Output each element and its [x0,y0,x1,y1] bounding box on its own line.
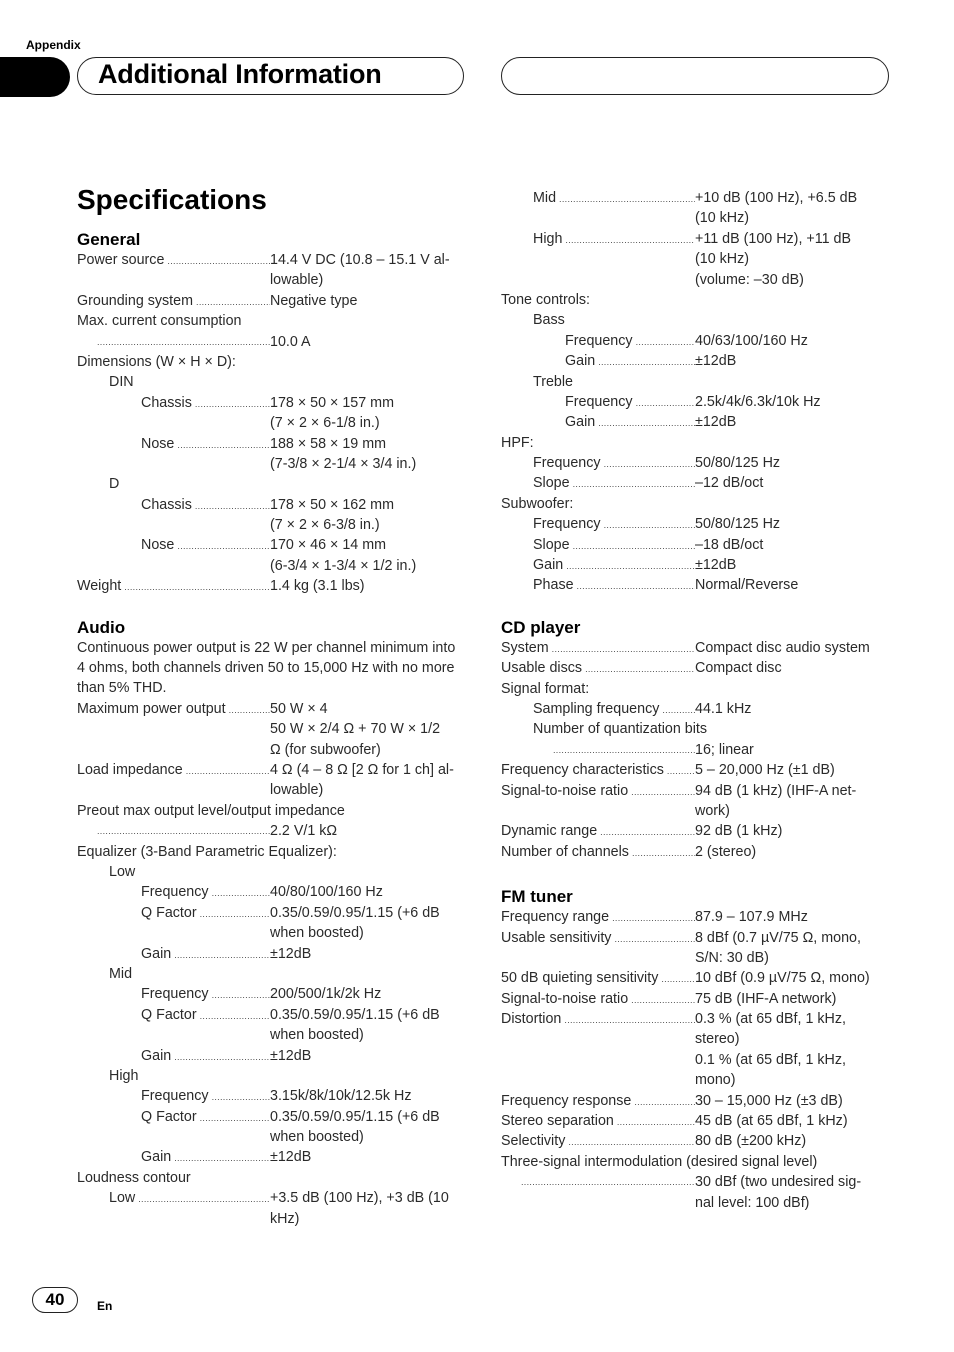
spec-value: lowable) [270,782,324,799]
spec-value: 4 Ω (4 – 8 Ω [2 Ω for 1 ch] al- [270,762,454,779]
leader-dots [177,536,270,556]
spec-row [501,372,896,392]
spec-row [77,923,467,943]
spec-row [501,1172,896,1192]
spec-row [501,948,896,968]
leader-dots [604,515,695,535]
spec-label: Signal-to-noise ratio [501,782,629,799]
spec-row [77,434,467,454]
spec-row [501,433,896,453]
spec-value: ±12dB [695,353,737,370]
spec-row [77,842,467,862]
leader-dots [631,990,695,1010]
spec-label: Loudness contour [77,1169,191,1186]
spec-label: Nose [141,435,175,452]
spec-row [501,514,896,534]
leader-dots [585,659,695,679]
spec-row [77,984,467,1004]
page-title: Specifications [77,184,267,215]
spec-value: 50/80/125 Hz [695,516,781,533]
spec-row [77,821,467,841]
spec-row [77,270,467,290]
leader-dots [632,843,695,863]
spec-value: –18 dB/oct [695,536,764,553]
spec-value: (7-3/8 × 2-1/4 × 3/4 in.) [270,455,417,472]
leader-dots [212,883,270,903]
leader-dots [598,352,695,372]
spec-value: 5 – 20,000 Hz (±1 dB) [695,762,835,779]
spec-label: D [109,476,120,493]
spec-row [501,801,896,821]
leader-dots [553,740,695,760]
leader-dots [212,1087,270,1107]
spec-row [501,290,896,310]
spec-label: Q Factor [141,1108,197,1125]
spec-row [77,1066,467,1086]
spec-row [77,1086,467,1106]
leader-dots [195,496,270,516]
spec-label: Power source [77,252,165,268]
spec-value: 44.1 kHz [695,700,752,717]
spec-label: Load impedance [77,762,183,779]
spec-row [77,1005,467,1025]
spec-value: 75 dB (IHF-A network) [695,990,837,1007]
spec-row [77,454,467,474]
spec-row [77,535,467,555]
page-number: 40 [32,1287,78,1313]
appendix-label: Appendix [26,38,81,52]
leader-dots [138,1189,270,1209]
spec-row [77,1188,467,1208]
spec-label: Chassis [141,496,192,513]
spec-row [501,719,896,739]
leader-dots [196,292,270,312]
spec-row [501,555,896,575]
spec-value: 10.0 A [270,333,311,350]
spec-label: Low [109,1190,136,1207]
leader-dots [568,1132,695,1152]
spec-label: Slope [533,475,570,492]
spec-label: Frequency [565,393,633,410]
spec-row [77,556,467,576]
spec-value: when boosted) [270,925,364,942]
spec-row [77,1127,467,1147]
spec-value: 50 W × 2/4 Ω + 70 W × 1/2 [270,721,441,738]
spec-value: ±12dB [270,1149,312,1166]
spec-row [501,1070,896,1090]
leader-dots [667,761,695,781]
spec-value: 0.35/0.59/0.95/1.15 (+6 dB [270,904,440,921]
spec-row [77,964,467,984]
spec-value: 178 × 50 × 162 mm [270,496,394,513]
spec-row [77,474,467,494]
spec-value: 0.35/0.59/0.95/1.15 (+6 dB [270,1108,440,1125]
spec-value: 1.4 kg (3.1 lbs) [270,578,365,595]
spec-label: Three-signal intermodulation (desired signal level) [501,1153,818,1170]
spec-label: Weight [77,578,122,595]
spec-row [77,576,467,596]
spec-value: 40/80/100/160 Hz [270,884,383,901]
spec-row [501,473,896,493]
spec-row [501,453,896,473]
leader-dots [604,454,695,474]
spec-value: kHz) [270,1210,300,1227]
spec-value: S/N: 30 dB) [695,949,769,966]
spec-row [501,821,896,841]
leader-dots [566,556,695,576]
spec-value: 87.9 – 107.9 MHz [695,909,808,926]
spec-row [501,351,896,371]
spec-label: Equalizer (3-Band Parametric Equalizer): [77,843,337,860]
leader-dots [177,435,270,455]
audio-heading: Audio [77,617,126,637]
spec-label: Frequency [533,516,601,533]
spec-value: 80 dB (±200 kHz) [695,1133,807,1150]
spec-value: Normal/Reverse [695,577,799,594]
right-column [501,188,896,1213]
spec-label: HPF: [501,434,534,451]
spec-row [501,989,896,1009]
spec-label: System [501,639,549,656]
spec-row [77,495,467,515]
spec-row [501,188,896,208]
fm-tuner-heading: FM tuner [501,887,573,907]
spec-label: Q Factor [141,904,197,921]
spec-row [77,780,467,800]
spec-row [501,1111,896,1131]
spec-label: Number of channels [501,843,629,860]
continuous-power-text: Continuous power output is 22 W per channel minimum into 4 ohms, both channels driven 50 to 15,000 Hz with no more than 5% THD. [77,639,456,697]
spec-row [77,862,467,882]
language-code: En [97,1299,113,1313]
spec-label: Nose [141,537,175,554]
spec-row [501,575,896,595]
spec-label: Sampling frequency [533,700,660,717]
spec-value: mono) [695,1072,736,1089]
spec-value: 50 W × 4 [270,700,328,717]
spec-label: Signal format: [501,680,590,697]
spec-value: 14.4 V DC (10.8 – 15.1 V al- [270,252,450,268]
spec-label: Frequency range [501,909,610,926]
spec-label: Mid [109,965,133,982]
leader-dots [97,332,270,352]
spec-row [501,658,896,678]
spec-row [501,1009,896,1029]
spec-row [77,903,467,923]
spec-row [501,928,896,948]
spec-value: Negative type [270,292,358,309]
spec-value: when boosted) [270,1027,364,1044]
spec-label: High [109,1067,139,1084]
spec-label: Maximum power output [77,700,226,717]
spec-value: Compact disc audio system [695,639,870,656]
spec-row [77,393,467,413]
spec-row [501,1152,896,1172]
spec-label: Phase [533,577,574,594]
spec-label: Slope [533,536,570,553]
spec-row [77,332,467,352]
leader-dots [97,821,270,841]
spec-value: 0.35/0.59/0.95/1.15 (+6 dB [270,1006,440,1023]
spec-label: Frequency response [501,1092,632,1109]
spec-row [77,413,467,433]
spec-row [501,392,896,412]
leader-dots [631,782,695,802]
spec-row [77,1168,467,1188]
spec-row [501,229,896,249]
spec-label: Gain [533,557,564,574]
spec-label: Gain [141,1149,172,1166]
cd-player-heading: CD player [501,617,581,637]
spec-value: 178 × 50 × 157 mm [270,394,394,411]
spec-value: 200/500/1k/2k Hz [270,986,382,1003]
spec-value: 188 × 58 × 19 mm [270,435,387,452]
spec-label: Bass [533,312,565,329]
spec-label: Gain [141,1047,172,1064]
spec-value: 2.2 V/1 kΩ [270,823,338,840]
spec-row [501,331,896,351]
spec-value: +3.5 dB (100 Hz), +3 dB (10 [270,1190,449,1207]
spec-label: Dynamic range [501,823,598,840]
spec-row [501,412,896,432]
leader-dots [167,251,270,271]
spec-value: (6-3/4 × 1-3/4 × 1/2 in.) [270,557,417,574]
spec-value: 10 dBf (0.9 µV/75 Ω, mono) [695,970,870,987]
leader-dots [212,985,270,1005]
leader-dots [661,969,695,989]
spec-value: 8 dBf (0.7 µV/75 Ω, mono, [695,929,861,946]
leader-dots [573,474,695,494]
spec-label: Gain [565,353,596,370]
spec-label: Frequency characteristics [501,762,664,779]
spec-value: stereo) [695,1031,740,1048]
spec-label: Usable discs [501,660,583,677]
spec-row [501,1193,896,1213]
spec-row [77,372,467,392]
leader-dots [552,639,695,659]
leader-dots [229,700,270,720]
spec-value: (volume: –30 dB) [695,271,804,288]
spec-row [77,1147,467,1167]
spec-label: Mid [533,190,557,206]
spec-label: Treble [533,373,573,390]
spec-label: Number of quantization bits [533,721,708,738]
spec-row [77,352,467,372]
spec-row [501,270,896,290]
spec-value: 16; linear [695,741,754,758]
spec-label: Frequency [565,332,633,349]
spec-row [501,208,896,228]
spec-value: 50/80/125 Hz [695,455,781,472]
leader-dots [174,945,270,965]
spec-row [501,1029,896,1049]
spec-label: High [533,230,563,247]
spec-label: DIN [109,374,134,391]
spec-label: Distortion [501,1011,562,1028]
leader-dots [614,929,695,949]
leader-dots [200,1108,270,1128]
spec-row [501,638,896,658]
spec-label: Subwoofer: [501,495,574,512]
spec-row [77,944,467,964]
leader-dots [634,1092,695,1112]
leader-dots [577,576,695,596]
spec-value: lowable) [270,272,324,289]
spec-row [501,1091,896,1111]
general-heading: General [77,230,141,249]
leader-dots [186,761,270,781]
spec-row [77,1209,467,1229]
leader-dots [612,908,695,928]
spec-value: Compact disc [695,660,782,677]
spec-label: Q Factor [141,1006,197,1023]
spec-label: Tone controls: [501,291,591,308]
spec-label: Chassis [141,394,192,411]
spec-row [77,515,467,535]
spec-value: 2.5k/4k/6.3k/10k Hz [695,393,821,410]
spec-row [501,842,896,862]
spec-value: 45 dB (at 65 dBf, 1 kHz) [695,1113,848,1130]
spec-value: 2 (stereo) [695,843,757,860]
spec-value: ±12dB [695,414,737,431]
spec-value: nal level: 100 dBf) [695,1194,810,1211]
leader-dots [124,577,270,597]
spec-value: 30 dBf (two undesired sig- [695,1174,862,1191]
leader-dots [200,1006,270,1026]
spec-label: Gain [141,945,172,962]
spec-label: Frequency [533,455,601,472]
spec-row [501,699,896,719]
spec-value: ±12dB [270,945,312,962]
spec-value: 170 × 46 × 14 mm [270,537,387,554]
spec-value: +10 dB (100 Hz), +6.5 dB [695,190,858,206]
spec-value: (7 × 2 × 6-3/8 in.) [270,517,380,534]
spec-label: Frequency [141,986,209,1003]
section-tab-marker [0,57,70,97]
leader-dots [521,1172,695,1192]
spec-label: Grounding system [77,292,194,309]
spec-value: 94 dB (1 kHz) (IHF-A net- [695,782,857,799]
spec-value: 92 dB (1 kHz) [695,823,783,840]
spec-row [501,1131,896,1151]
leader-dots [564,1010,695,1030]
empty-header-frame [501,57,889,95]
leader-dots [573,536,695,556]
spec-value: (10 kHz) [695,210,750,227]
spec-row [501,907,896,927]
spec-label: Selectivity [501,1133,566,1150]
leader-dots [200,904,270,924]
spec-label: Stereo separation [501,1113,614,1130]
spec-value: –12 dB/oct [695,475,764,492]
leader-dots [636,332,695,352]
spec-row [501,760,896,780]
leader-dots [174,1148,270,1168]
spec-value: Ω (for subwoofer) [270,741,381,758]
spec-row [501,249,896,269]
spec-value: (10 kHz) [695,251,750,268]
leader-dots [195,394,270,414]
spec-label: Low [109,863,136,880]
spec-row [501,310,896,330]
spec-value: +11 dB (100 Hz), +11 dB [695,230,852,247]
spec-row [77,311,467,331]
leader-dots [617,1112,695,1132]
section-title: Additional Information [98,59,382,89]
leader-dots [565,230,695,250]
leader-dots [174,1047,270,1067]
spec-row [501,535,896,555]
spec-label: Dimensions (W × H × D): [77,353,236,370]
spec-row [77,882,467,902]
spec-label: Signal-to-noise ratio [501,990,629,1007]
leader-dots [636,393,695,413]
spec-row [77,699,467,719]
spec-label: Preout max output level/output impedance [77,802,345,819]
spec-row [77,801,467,821]
spec-row [77,719,467,739]
spec-row [501,679,896,699]
spec-label: Gain [565,414,596,431]
leader-dots [559,189,695,209]
spec-label: Usable sensitivity [501,929,612,946]
spec-row [501,1050,896,1070]
spec-row [501,494,896,514]
spec-row [501,781,896,801]
leader-dots [598,413,695,433]
spec-value: 40/63/100/160 Hz [695,332,808,349]
spec-value: 0.1 % (at 65 dBf, 1 kHz, [695,1051,846,1068]
leader-dots [662,700,695,720]
spec-row [77,740,467,760]
spec-value: when boosted) [270,1129,364,1146]
spec-label: 50 dB quieting sensitivity [501,970,659,987]
spec-row [77,1046,467,1066]
spec-label: Frequency [141,884,209,901]
spec-row [77,1107,467,1127]
spec-value: 0.3 % (at 65 dBf, 1 kHz, [695,1011,846,1028]
spec-row [77,250,467,270]
spec-label: Frequency [141,1088,209,1105]
spec-row [501,968,896,988]
spec-value: ±12dB [695,557,737,574]
spec-row [501,740,896,760]
spec-value: 3.15k/8k/10k/12.5k Hz [270,1088,412,1105]
spec-row [77,1025,467,1045]
spec-row [77,760,467,780]
spec-value: 30 – 15,000 Hz (±3 dB) [695,1092,843,1109]
spec-value: work) [695,802,730,819]
left-column [77,230,467,1229]
spec-row [77,291,467,311]
spec-label: Max. current consumption [77,313,242,330]
spec-value: (7 × 2 × 6-1/8 in.) [270,415,380,432]
spec-value: ±12dB [270,1047,312,1064]
leader-dots [600,822,695,842]
